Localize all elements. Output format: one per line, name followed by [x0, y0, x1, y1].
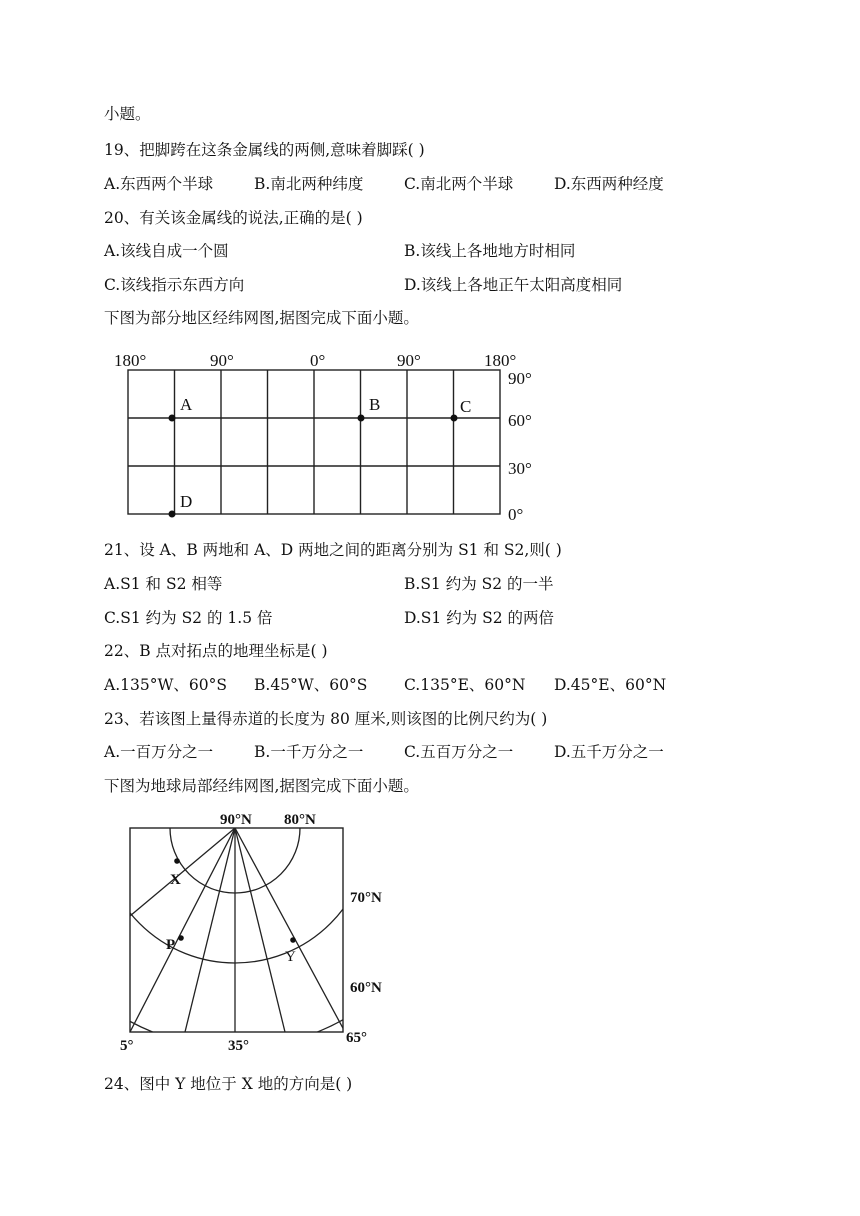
q21-option-c: C.S1 约为 S2 的 1.5 倍 [104, 609, 273, 627]
point-y-marker [290, 937, 296, 943]
point-x-marker [174, 858, 180, 864]
question-23: 23、若该图上量得赤道的长度为 80 厘米,则该图的比例尺约为( ) [104, 710, 548, 728]
point-d-label: D [180, 492, 193, 511]
q22-option-d: D.45°E、60°N [554, 676, 667, 694]
point-y-label: Y [285, 949, 296, 965]
point-b-marker [358, 415, 365, 422]
q19-option-b: B.南北两种纬度 [254, 175, 364, 193]
text-line-continuation: 小题。 [104, 105, 151, 123]
question-24: 24、图中 Y 地位于 X 地的方向是( ) [104, 1075, 353, 1093]
fig2-label-80n: 80°N [284, 812, 316, 828]
fig2-label-65: 65° [346, 1030, 367, 1046]
q22-option-c: C.135°E、60°N [404, 676, 526, 694]
q19-option-d: D.东西两种经度 [554, 175, 664, 193]
q23-option-b: B.一千万分之一 [254, 743, 364, 761]
point-b-label: B [369, 395, 381, 414]
fig1-right-label-30: 30° [508, 459, 532, 478]
figure2-intro: 下图为地球局部经纬网图,据图完成下面小题。 [104, 777, 419, 795]
point-x-label: X [170, 872, 181, 888]
q22-option-b: B.45°W、60°S [254, 676, 368, 694]
fig2-label-70n: 70°N [350, 890, 382, 906]
fig2-label-90n: 90°N [220, 812, 252, 828]
fig1-top-label-0: 0° [310, 351, 326, 370]
q23-option-d: D.五千万分之一 [554, 743, 664, 761]
fig1-right-label-60: 60° [508, 411, 532, 430]
figure2-frame [130, 828, 343, 1032]
meridian-65 [235, 828, 345, 1032]
figure2-polar-graticule [110, 806, 400, 1058]
question-21: 21、设 A、B 两地和 A、D 两地之间的距离分别为 S1 和 S2,则( ) [104, 541, 562, 559]
point-p-marker [178, 935, 184, 941]
fig1-right-label-0: 0° [508, 505, 524, 524]
q20-option-b: B.该线上各地地方时相同 [404, 242, 576, 260]
question-22: 22、B 点对拓点的地理坐标是( ) [104, 642, 328, 660]
q19-option-a: A.东西两个半球 [104, 175, 214, 193]
figure1-graticule [104, 340, 554, 530]
point-a-marker [169, 415, 176, 422]
fig1-right-label-90: 90° [508, 369, 532, 388]
question-20: 20、有关该金属线的说法,正确的是( ) [104, 209, 363, 227]
fig2-label-5: 5° [120, 1038, 134, 1054]
point-a-label: A [180, 395, 193, 414]
point-c-label: C [460, 397, 472, 416]
question-19: 19、把脚跨在这条金属线的两侧,意味着脚踩( ) [104, 141, 425, 159]
q20-option-c: C.该线指示东西方向 [104, 276, 245, 294]
q21-option-d: D.S1 约为 S2 的两倍 [404, 609, 555, 627]
q19-option-c: C.南北两个半球 [404, 175, 514, 193]
q20-option-a: A.该线自成一个圆 [104, 242, 229, 260]
fig1-top-label-90e: 90° [397, 351, 421, 370]
point-c-marker [451, 415, 458, 422]
point-p-label: P [166, 937, 176, 953]
q22-option-a: A.135°W、60°S [104, 676, 227, 694]
fig2-label-35: 35° [228, 1038, 249, 1054]
figure1-intro: 下图为部分地区经纬网图,据图完成下面小题。 [104, 309, 419, 327]
q21-option-b: B.S1 约为 S2 的一半 [404, 575, 554, 593]
parallel-60n [110, 806, 400, 1048]
fig1-top-label-90w: 90° [210, 351, 234, 370]
fig1-top-label-180w: 180° [114, 351, 147, 370]
q21-option-a: A.S1 和 S2 相等 [104, 575, 223, 593]
fig1-top-label-180e: 180° [484, 351, 517, 370]
fig2-label-60n: 60°N [350, 980, 382, 996]
point-d-marker [169, 511, 176, 518]
parallel-70n [110, 806, 370, 963]
q20-option-d: D.该线上各地正午太阳高度相同 [404, 276, 623, 294]
q23-option-c: C.五百万分之一 [404, 743, 514, 761]
q23-option-a: A.一百万分之一 [104, 743, 214, 761]
